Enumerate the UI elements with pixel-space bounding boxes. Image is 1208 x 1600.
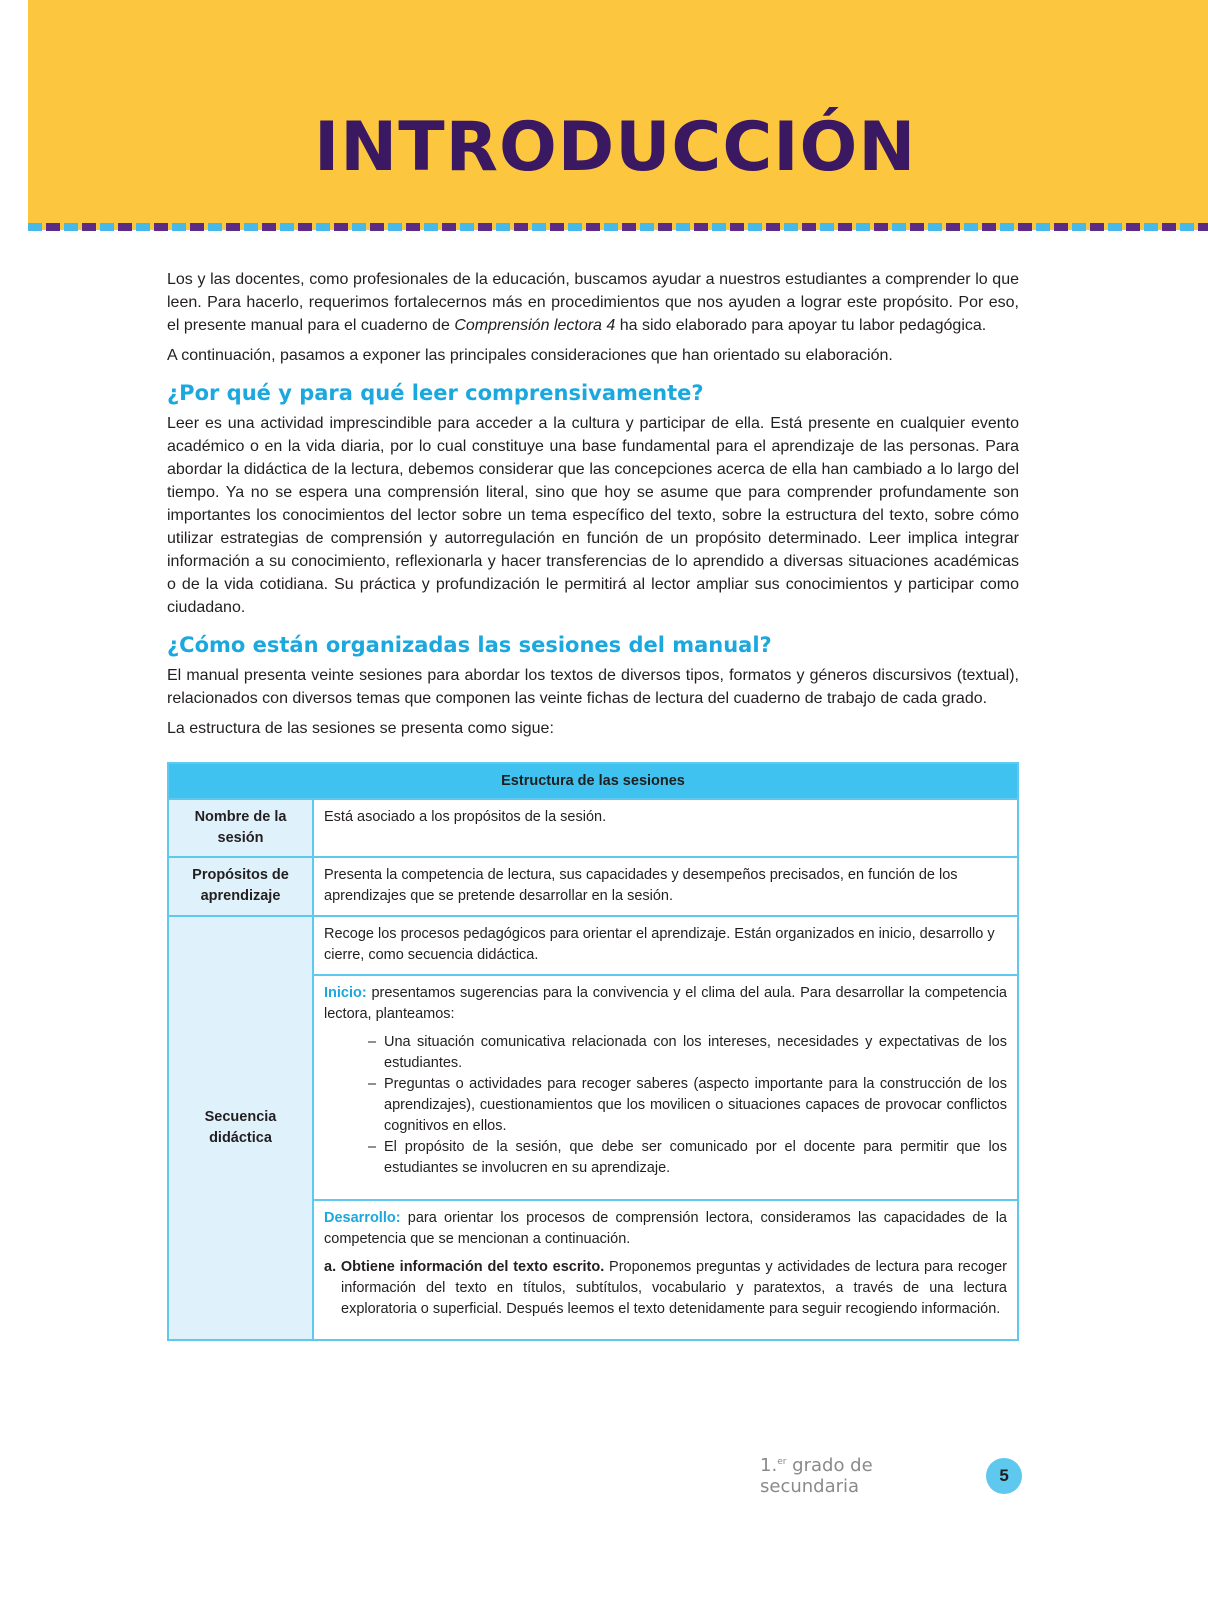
sessions-structure-table [167, 762, 1019, 1341]
book-title: Comprensión lectora 4 [454, 317, 616, 334]
page-number-badge: 5 [986, 1458, 1022, 1494]
table-header-row [168, 763, 1018, 799]
desarrollo-cell [313, 1200, 1018, 1340]
grade-ordinal: er [777, 1457, 787, 1467]
inicio-text: presentamos sugerencias para la convivencia y el clima del aula. Para desarrollar la competencia lectora, planteamos: [324, 985, 1007, 1022]
grade-text: grado de secundaria [760, 1455, 873, 1497]
main-content [167, 268, 1019, 1341]
section-heading-sessions: ¿Cómo están organizadas las sesiones del manual? [167, 633, 772, 657]
table-title: Estructura de las sesiones [168, 763, 1018, 799]
inicio-paragraph [324, 983, 1007, 1025]
intro-text-part: ha sido elaborado para apoyar tu labor pedagógica. [615, 317, 987, 334]
list-item: – Una situación comunicativa relacionada con los intereses, necesidades y expectativas de los estudiantes. [368, 1032, 1007, 1074]
item-a-label: a. Obtiene información del texto escrito. [324, 1259, 605, 1275]
row-label: Nombre de la sesión [168, 799, 313, 857]
inicio-cell [313, 975, 1018, 1200]
row-text: Presenta la competencia de lectura, sus capacidades y desempeños precisados, en función de los aprendizajes que se pretende desarrollar en la sesión. [313, 857, 1018, 916]
table-lead-text: La estructura de las sesiones se presenta como sigue: [167, 720, 554, 737]
table-row [168, 799, 1018, 857]
inicio-label: Inicio: [324, 985, 367, 1001]
item-a-paragraph [324, 1257, 1007, 1320]
item-a-text: Proponemos preguntas y actividades de lectura para recoger información del texto en títulos, subtítulos, vocabulario y paratextos, a través de una lectura exploratoria o superficial. Después leemos el texto detenidamente para seguir recogiendo información. [341, 1259, 1007, 1317]
desarrollo-text: para orientar los procesos de comprensión lectora, consideramos las capacidades de la competencia que se mencionan a continuación. [324, 1210, 1007, 1247]
desarrollo-label: Desarrollo: [324, 1210, 401, 1226]
sessions-table-wrapper [167, 762, 1019, 1341]
table-row [168, 857, 1018, 916]
page-footer [760, 1455, 1022, 1497]
list-item: – Preguntas o actividades para recoger saberes (aspecto importante para la construcción de los aprendizajes), cuestionamientos que los movilicen o situaciones capaces de provocar conflictos cognitivos en ellos. [368, 1074, 1007, 1137]
grade-number: 1. [760, 1455, 778, 1476]
header-banner [28, 0, 1208, 230]
row-text-intro: Recoge los procesos pedagógicos para orientar el aprendizaje. Están organizados en inicio, desarrollo y cierre, como secuencia didáctica. [313, 916, 1018, 975]
section-body-sessions: El manual presenta veinte sesiones para abordar los textos de diversos tipos, formatos y géneros discursivos (textual), relacionados con diversos temas que componen las veinte fichas de lectura del cuaderno de trabajo de cada grado. [167, 667, 1019, 707]
row-label: Secuencia didáctica [168, 916, 313, 1340]
list-item: – El propósito de la sesión, que debe ser comunicado por el docente para permitir que los estudiantes se involucren en su aprendizaje. [368, 1137, 1007, 1179]
intro-paragraph-2: A continuación, pasamos a exponer las principales consideraciones que han orientado su elaboración. [167, 347, 893, 364]
page-title: INTRODUCCIÓN [314, 108, 917, 187]
inicio-list [324, 1032, 1007, 1179]
grade-label [760, 1455, 976, 1497]
intro-paragraph [167, 268, 1019, 337]
row-text: Está asociado a los propósitos de la sesión. [313, 799, 1018, 857]
dashed-stripe-divider [28, 223, 1208, 231]
section-body-why-read: Leer es una actividad imprescindible para acceder a la cultura y participar de ella. Está presente en cualquier evento académico o en la vida diaria, por lo cual constituye una base fundamental para el aprendizaje de las personas. Para abordar la didáctica de la lectura, debemos considerar que las concepciones acerca de ella han cambiado a lo largo del tiempo. Ya no se espera una comprensión literal, sino que hoy se asume que para comprender profundamente son importantes los conocimientos del lector sobre un tema específico del texto, sobre la estructura del texto, sobre cómo utilizar estrategias de comprensión y autorregulación en función de un propósito determinado. Leer implica integrar información a su conocimiento, reflexionarla y hacer transferencias de lo aprendido a diversas situaciones académicas o de la vida cotidiana. Su práctica y profundización le permitirá al lector ampliar sus conocimientos y participar como ciudadano. [167, 415, 1019, 616]
table-row [168, 916, 1018, 975]
intro-text-part: Los y las docentes, como profesionales de la educación, buscamos ayudar a nuestros estudiantes a comprender lo que leen. Para hacerlo, requerimos fortalecernos más en procedimientos que nos ayuden a lograr este propósito. Por eso, el presente manual para el cuaderno de [167, 271, 1019, 334]
desarrollo-paragraph [324, 1208, 1007, 1250]
section-heading-why-read: ¿Por qué y para qué leer comprensivamente? [167, 381, 704, 405]
row-label: Propósitos de aprendizaje [168, 857, 313, 916]
